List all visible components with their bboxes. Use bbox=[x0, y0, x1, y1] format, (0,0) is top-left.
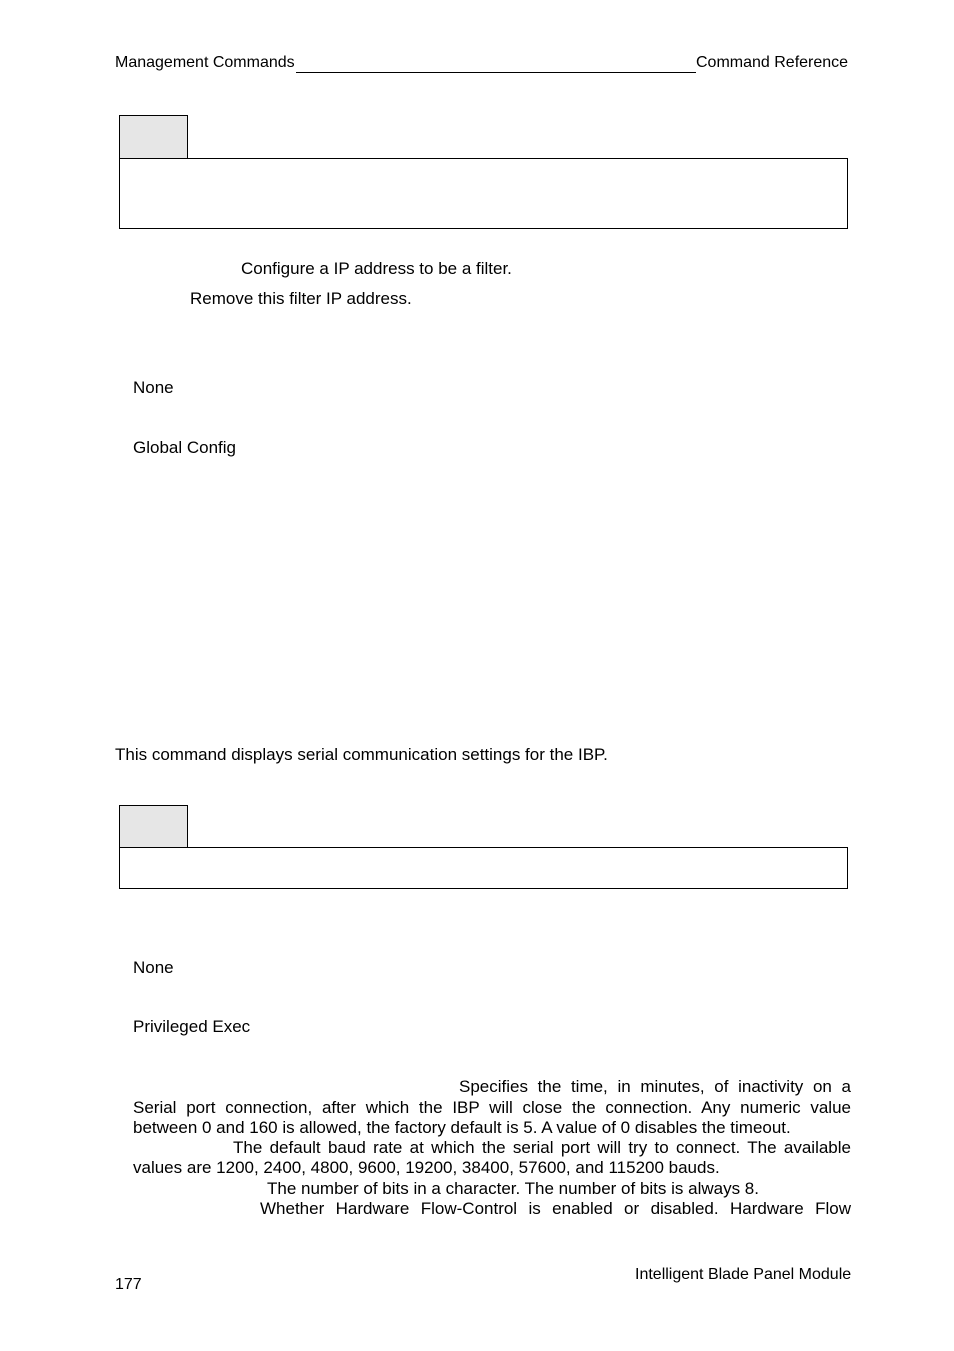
format-box bbox=[119, 158, 848, 229]
parameter-description-add: Configure a IP address to be a filter. bbox=[241, 259, 512, 278]
timeout-description-line3: between 0 and 160 is allowed, the factory default is 5. A value of 0 disables the timeout. bbox=[133, 1118, 791, 1137]
format-tab bbox=[119, 115, 188, 159]
default-value: None bbox=[133, 958, 174, 977]
command-mode-value: Global Config bbox=[133, 438, 237, 457]
timeout-description-line1: Specifies the time, in minutes, of inactivity on a bbox=[459, 1077, 851, 1096]
header-right: Command Reference bbox=[696, 54, 849, 71]
header-left: Management Commands bbox=[115, 54, 295, 71]
footer-product: Intelligent Blade Panel Module bbox=[635, 1266, 852, 1283]
charsize-description: The number of bits in a character. The number of bits is always 8. bbox=[267, 1179, 759, 1198]
baud-description-line1: The default baud rate at which the serial port will try to connect. The available bbox=[233, 1138, 851, 1157]
section-intro: This command displays serial communication settings for the IBP. bbox=[115, 745, 608, 764]
format-box bbox=[119, 847, 848, 889]
timeout-description-line2: Serial port connection, after which the IBP will close the connection. Any numeric value bbox=[133, 1098, 851, 1117]
header-rule bbox=[296, 53, 696, 73]
default-value: None bbox=[133, 378, 174, 397]
page-number: 177 bbox=[115, 1276, 142, 1293]
baud-description-line2: values are 1200, 2400, 4800, 9600, 19200, 38400, 57600, and 115200 bauds. bbox=[133, 1158, 720, 1177]
format-tab bbox=[119, 805, 188, 848]
parameter-description-remove: Remove this filter IP address. bbox=[190, 289, 412, 308]
flow-control-description: Whether Hardware Flow-Control is enabled or disabled. Hardware Flow bbox=[260, 1199, 851, 1218]
command-mode-value: Privileged Exec bbox=[133, 1017, 251, 1036]
